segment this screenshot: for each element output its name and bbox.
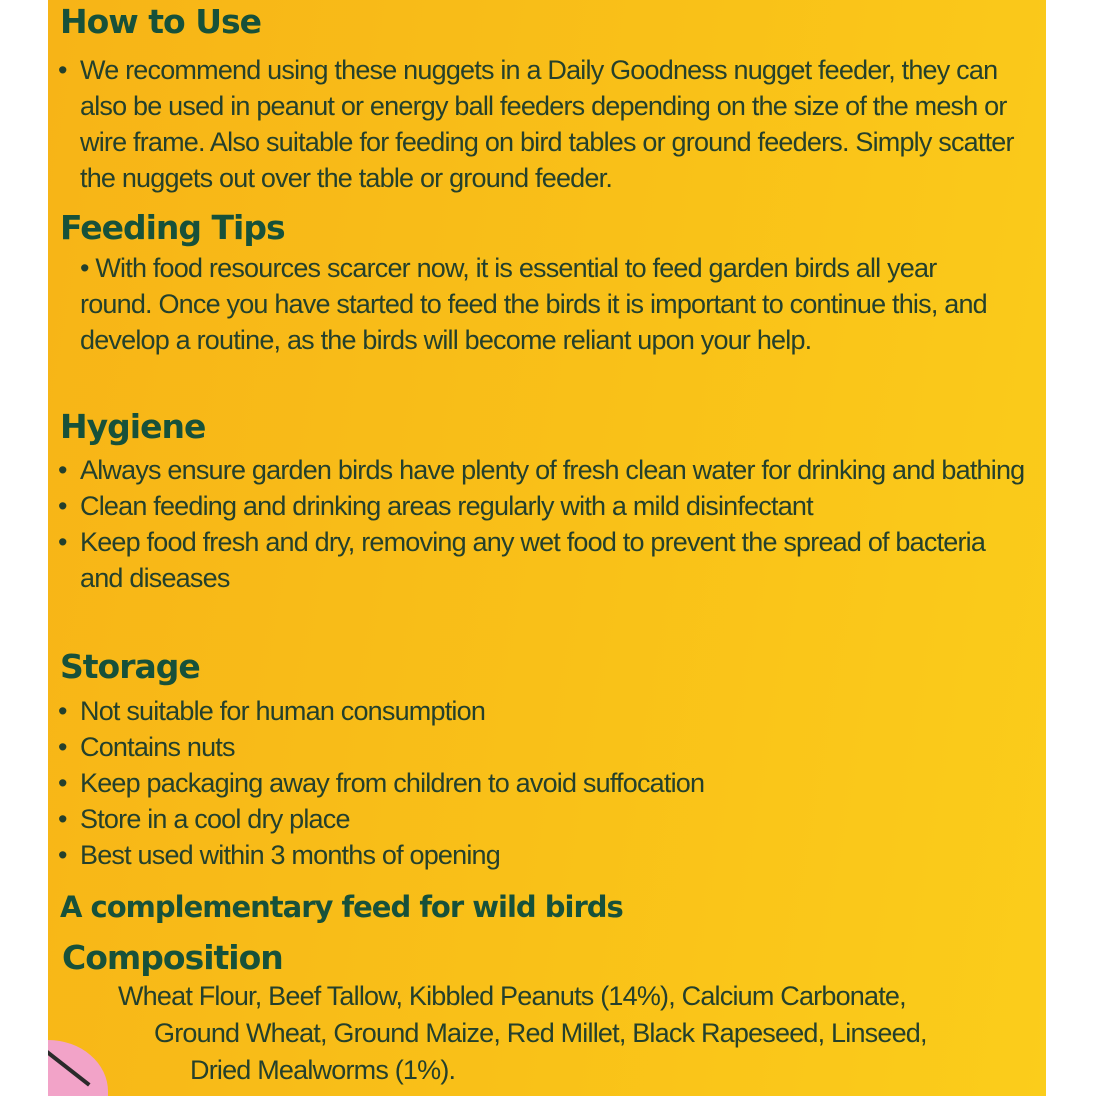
storage-heading: Storage: [60, 647, 200, 686]
list-item: • Not suitable for human consumption: [58, 696, 486, 726]
storage-list: [58, 693, 1033, 873]
hygiene-heading: Hygiene: [60, 407, 206, 446]
feeding-tips-text: • With food resources scarcer now, it is essential to feed garden birds all year round. Once you have started to feed the birds it is important to continue this, and develop a routine, as the birds will become reliant upon your help.: [80, 253, 987, 355]
composition-heading: Composition: [62, 938, 283, 977]
pink-corner-decoration: [48, 1040, 108, 1096]
list-item: • Store in a cool dry place: [58, 804, 350, 834]
list-item: • Contains nuts: [58, 732, 235, 762]
how-to-use-list: [58, 52, 1033, 196]
hygiene-list: [58, 452, 1033, 596]
list-item: • Always ensure garden birds have plenty of fresh clean water for drinking and bathing: [58, 455, 1025, 485]
complementary-feed-heading: A complementary feed for wild birds: [60, 890, 623, 924]
how-to-use-heading: How to Use: [60, 2, 262, 41]
list-item: • We recommend using these nuggets in a Daily Goodness nugget feeder, they can also be used in peanut or energy ball feeders depending on the size of the mesh or wire frame. Also suitable for feeding on bird tables or ground feeders. Simply scatter the nuggets out over the table or ground feeder.: [58, 55, 1014, 193]
composition-line: Ground Wheat, Ground Maize, Red Millet, Black Rapeseed, Linseed,: [154, 1018, 927, 1048]
composition-line: Wheat Flour, Beef Tallow, Kibbled Peanuts (14%), Calcium Carbonate,: [118, 981, 906, 1011]
composition-text: [118, 978, 927, 1089]
list-item: • Clean feeding and drinking areas regularly with a mild disinfectant: [58, 491, 813, 521]
list-item: • Keep food fresh and dry, removing any wet food to prevent the spread of bacteria and diseases: [58, 527, 986, 593]
feeding-tips-heading: Feeding Tips: [60, 208, 285, 247]
composition-line: Dried Mealworms (1%).: [190, 1055, 456, 1085]
list-item: • Keep packaging away from children to avoid suffocation: [58, 768, 705, 798]
label-panel: [48, 0, 1046, 1096]
list-item: • Best used within 3 months of opening: [58, 840, 500, 870]
